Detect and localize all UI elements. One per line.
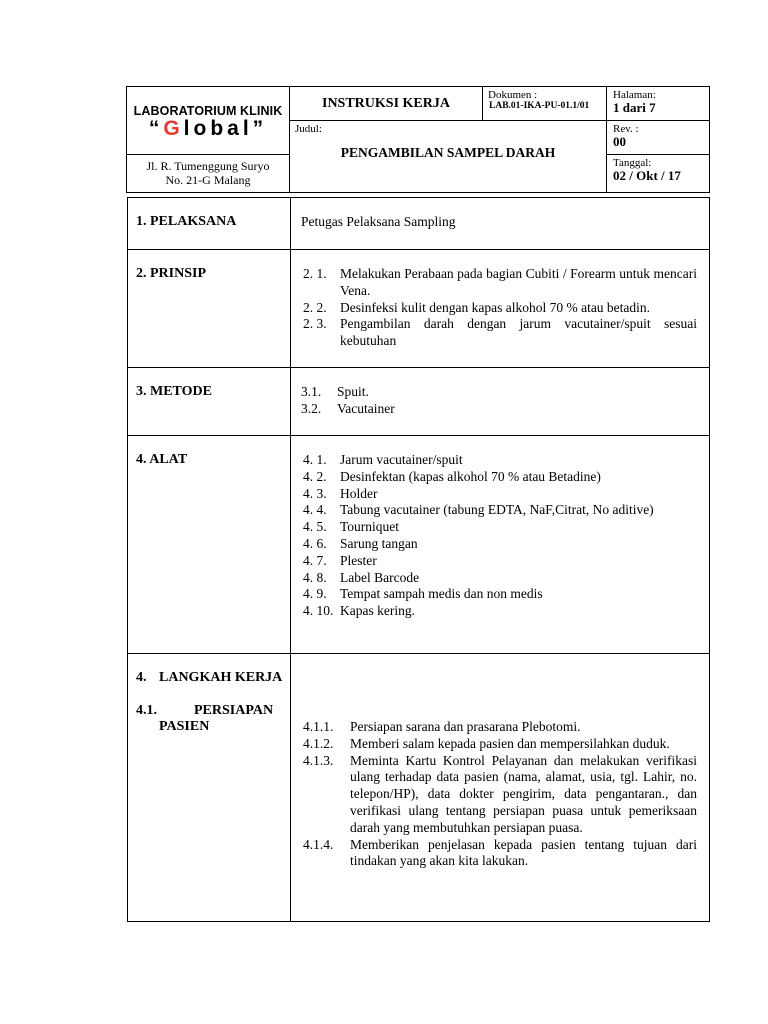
persiapan-title: 4.1. PERSIAPAN PASIEN — [136, 703, 274, 734]
list-item: 4. 1. Jarum vacutainer/spuit — [303, 452, 463, 467]
judul-cell — [290, 121, 607, 193]
rev-cell — [607, 121, 710, 155]
list-item: 3.1. Spuit. — [301, 384, 369, 399]
metode-list — [291, 368, 710, 436]
metode-label: 3. METODE — [128, 368, 291, 436]
logo-g-letter: G — [163, 116, 184, 140]
list-item: 2. 3. Pengambilan darah dengan jarum vacutainer/spuit sesuai kebutuhan — [303, 316, 697, 349]
dokumen-label: Dokumen : — [488, 89, 538, 101]
list-item: 3.2. Vacutainer — [301, 400, 395, 416]
list-item: 4.1.4. Memberikan penjelasan kepada pasien tentang tujuan dari tindakan yang akan kita lakukan. — [303, 836, 697, 869]
judul-value: PENGAMBILAN SAMPEL DARAH — [340, 145, 556, 160]
alat-list — [291, 436, 710, 654]
langkah-title: 4. LANGKAH KERJA — [136, 670, 283, 685]
pelaksana-label: 1. PELAKSANA — [128, 198, 291, 250]
dokumen-number: LAB.01-IKA-PU-01.1/01 — [489, 101, 590, 111]
langkah-list — [291, 654, 710, 922]
halaman-cell — [607, 87, 710, 121]
lab-logo — [127, 87, 290, 155]
rev-value: 00 — [613, 134, 626, 149]
row-prinsip — [128, 250, 710, 368]
judul-label: Judul: — [295, 123, 322, 135]
dokumen-cell — [483, 87, 607, 121]
row-metode — [128, 368, 710, 436]
halaman-label: Halaman: — [613, 89, 656, 101]
lab-address: Jl. R. Tumenggung Suryo No. 21-G Malang — [127, 155, 290, 193]
tanggal-value: 02 / Okt / 17 — [613, 168, 681, 183]
row-alat — [128, 436, 710, 654]
procedure-table — [127, 197, 710, 922]
tanggal-cell — [607, 155, 710, 193]
tanggal-label: Tanggal: — [613, 157, 652, 169]
langkah-label-cell — [128, 654, 291, 922]
list-item: 4. 5. Tourniquet — [303, 519, 400, 535]
list-item: 4. 9. Tempat sampah medis dan non medis — [303, 586, 543, 602]
alat-label: 4. ALAT — [128, 436, 291, 654]
list-item: 4. 8. Label Barcode — [303, 569, 420, 585]
pelaksana-value: Petugas Pelaksana Sampling — [291, 198, 710, 250]
prinsip-list — [291, 250, 710, 368]
list-item: 4.1.1. Persiapan sarana dan prasarana Plebotomi. — [303, 719, 581, 734]
row-pelaksana — [128, 198, 710, 250]
halaman-value: 1 dari 7 — [613, 100, 656, 115]
list-item: 4.1.2. Memberi salam kepada pasien dan mempersilahkan duduk. — [303, 735, 670, 751]
list-item: 4.1.3. Meminta Kartu Kontrol Pelayanan dan melakukan verifikasi ulang terhadap data pasien (nama, alamat, usia, tgl. Lahir, no. telepon/HP), data dokter pengirim, data pengantaran., dan verifikasi ulang tentang persiapan puasa untuk pemeriksaan darah yang membutuhkan persiapan puasa. — [303, 752, 697, 835]
logo-global: “Global” — [148, 116, 268, 140]
list-item: 4. 3. Holder — [303, 485, 378, 501]
list-item: 4. 2. Desinfektan (kapas alkohol 70 % atau Betadine) — [303, 468, 601, 484]
document-header — [126, 86, 710, 193]
list-item: 2. 2. Desinfeksi kulit dengan kapas alkohol 70 % atau betadin. — [303, 299, 651, 315]
list-item: 4. 6. Sarung tangan — [303, 535, 418, 551]
doc-type: INSTRUKSI KERJA — [290, 87, 483, 121]
list-item: 2. 1. Melakukan Perabaan pada bagian Cubiti / Forearm untuk mencari Vena. — [303, 266, 697, 298]
row-langkah-kerja — [128, 654, 710, 922]
list-item: 4. 4. Tabung vacutainer (tabung EDTA, NaF,Citrat, No aditive) — [303, 502, 654, 518]
prinsip-label: 2. PRINSIP — [128, 250, 291, 368]
logo-title: LABORATORIUM KLINIK — [133, 103, 283, 118]
list-item: 4. 10. Kapas kering. — [303, 603, 415, 619]
rev-label: Rev. : — [613, 123, 639, 135]
list-item: 4. 7. Plester — [303, 552, 377, 568]
